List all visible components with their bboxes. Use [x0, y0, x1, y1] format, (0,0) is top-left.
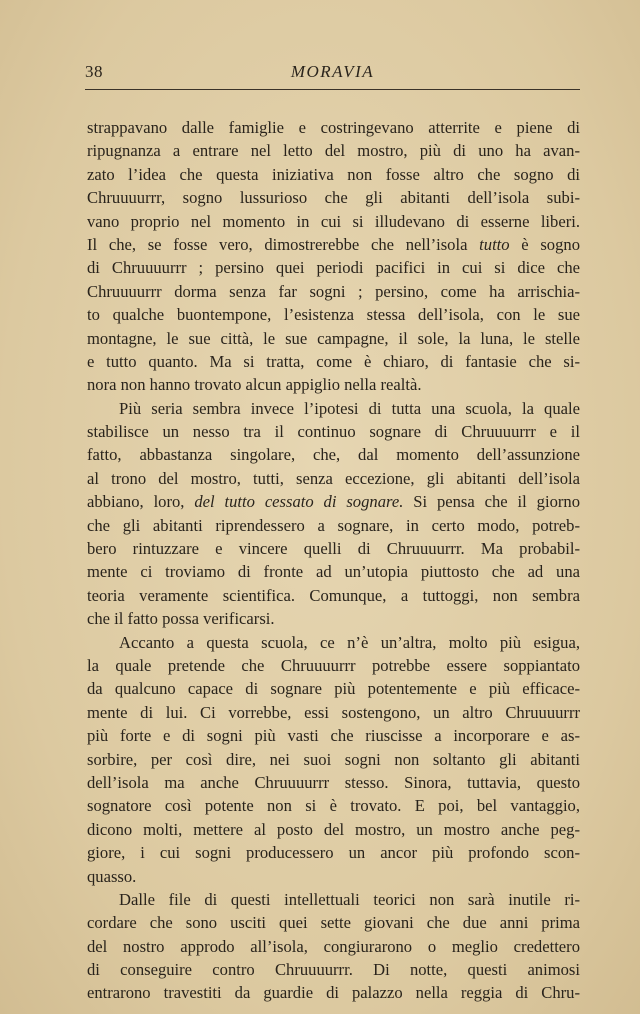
text-line: [87, 888, 580, 911]
text-segment: Più seria sembra invece l’ipotesi di tutta una scuola, la quale: [119, 398, 580, 418]
text-line: [87, 818, 580, 841]
text-segment: stabilisce un nesso tra il continuo sognare di Chruuuurrr e il: [87, 422, 580, 442]
text-segment: fatto, abbastanza singolare, che, dal momento dell’assunzione: [87, 445, 580, 465]
text-line: [87, 701, 580, 724]
text-segment: Il che, se fosse vero, dimostrerebbe che nell’isola: [87, 234, 480, 254]
text-line: [87, 256, 580, 279]
text-line: [87, 490, 580, 513]
text-line: [87, 443, 580, 466]
text-line: [87, 841, 580, 864]
text-line: [87, 163, 580, 186]
text-segment: è sogno: [509, 234, 580, 254]
text-line: [87, 280, 580, 303]
text-line: [87, 748, 580, 771]
text-segment: quasso.: [87, 866, 137, 886]
text-segment: di Chruuuurrr ; persino quei periodi pacifici in cui si dice che: [87, 258, 580, 278]
text-line: [87, 654, 580, 677]
text-segment: strappavano dalle famiglie e costringevano atterrite e piene di: [87, 118, 580, 137]
text-line: [87, 514, 580, 537]
text-line: [87, 560, 580, 583]
text-line: [87, 350, 580, 373]
text-segment: to qualche buontempone, l’esistenza stessa dell’isola, con le sue: [87, 305, 580, 325]
text-segment: Chruuuurrr, sogno lussurioso che gli abitanti dell’isola subi-: [87, 188, 580, 208]
text-line: [87, 303, 580, 326]
text-segment: giore, i cui sogni producessero un ancor più profondo scon-: [87, 843, 580, 863]
running-title: MORAVIA: [290, 62, 375, 81]
text-line: [87, 724, 580, 747]
header-rule: [85, 89, 580, 90]
text-line: [87, 935, 580, 958]
text-line: [87, 186, 580, 209]
text-segment: ripugnanza a entrare nel letto del mostro, più di uno ha avan-: [87, 141, 580, 161]
text-line: [87, 139, 580, 162]
text-segment: montagne, le sue città, le sue campagne, il sole, la luna, le stelle: [87, 328, 580, 348]
text-line: [87, 397, 580, 420]
text-line: [87, 677, 580, 700]
body-text: [87, 116, 580, 1005]
text-segment: entrarono travestiti da guardie di palazzo nella reggia di Chru-: [87, 983, 580, 1003]
text-segment: al trono del mostro, tutti, senza eccezione, gli abitanti dell’isola: [87, 468, 580, 488]
text-segment: bero rintuzzare e vincere quelli di Chruuuurrr. Ma probabil-: [87, 539, 580, 559]
text-segment: zato l’idea che questa iniziativa non fosse altro che sogno di: [87, 164, 580, 184]
text-segment: sorbire, per così dire, nei suoi sogni non soltanto gli abitanti: [87, 749, 580, 769]
text-line: [87, 865, 580, 888]
text-line: [87, 233, 580, 256]
text-line: [87, 116, 580, 139]
text-line: [87, 958, 580, 981]
page-number: 38: [85, 62, 103, 81]
text-line: [87, 373, 580, 396]
text-line: [87, 210, 580, 233]
text-segment: cordare che sono usciti quei sette giovani che due anni prima: [87, 913, 580, 933]
text-segment: mente di lui. Ci vorrebbe, essi sostengono, un altro Chruuuurrr: [87, 702, 580, 722]
text-line: [87, 631, 580, 654]
text-line: [87, 607, 580, 630]
text-line: [87, 771, 580, 794]
italic-text-segment: del tutto cessato di sognare.: [194, 492, 404, 512]
text-segment: dell’isola ma anche Chruuuurrr stesso. Sinora, tuttavia, questo: [87, 772, 580, 792]
text-segment: del nostro approdo all’isola, congiurarono o meglio credettero: [87, 936, 580, 956]
text-line: [87, 327, 580, 350]
text-segment: che gli abitanti riprendessero a sognare, in certo modo, potreb-: [87, 515, 580, 535]
text-segment: la quale pretende che Chruuuurrr potrebbe essere soppiantato: [87, 655, 580, 675]
text-line: [87, 537, 580, 560]
text-line: [87, 420, 580, 443]
text-segment: dicono molti, mettere al posto del mostro, un mostro anche peg-: [87, 819, 580, 839]
italic-text-segment: tutto: [479, 234, 510, 254]
text-line: [87, 467, 580, 490]
text-segment: vano proprio nel momento in cui si illudevano di esserne liberi.: [87, 211, 580, 231]
text-segment: nora non hanno trovato alcun appiglio nella realtà.: [87, 375, 422, 395]
text-segment: che il fatto possa verificarsi.: [87, 609, 275, 629]
text-line: [87, 981, 580, 1004]
text-segment: e tutto quanto. Ma si tratta, come è chiaro, di fantasie che si-: [87, 351, 580, 371]
text-line: [87, 584, 580, 607]
text-segment: da qualcuno capace di sognare più potentemente e più efficace-: [87, 679, 580, 699]
text-segment: di conseguire contro Chruuuurrr. Di notte, questi animosi: [87, 960, 580, 980]
page-header: [85, 62, 580, 86]
text-line: [87, 911, 580, 934]
text-segment: più forte e di sogni più vasti che riuscisse a incorporare e as-: [87, 726, 580, 746]
text-segment: Chruuuurrr dorma senza far sogni ; persino, come ha arrischia-: [87, 281, 580, 301]
text-segment: mente ci troviamo di fronte ad un’utopia piuttosto che ad una: [87, 562, 580, 582]
text-segment: Accanto a questa scuola, ce n’è un’altra, molto più esigua,: [119, 632, 580, 652]
text-segment: Dalle file di questi intellettuali teorici non sarà inutile ri-: [119, 889, 580, 909]
text-segment: sognatore così potente non si è trovato. E poi, bel vantaggio,: [87, 796, 580, 816]
text-segment: abbiano, loro,: [87, 492, 195, 512]
text-segment: Si pensa che il giorno: [403, 492, 580, 512]
text-line: [87, 794, 580, 817]
text-segment: teoria veramente scientifica. Comunque, a tuttoggi, non sembra: [87, 585, 580, 605]
